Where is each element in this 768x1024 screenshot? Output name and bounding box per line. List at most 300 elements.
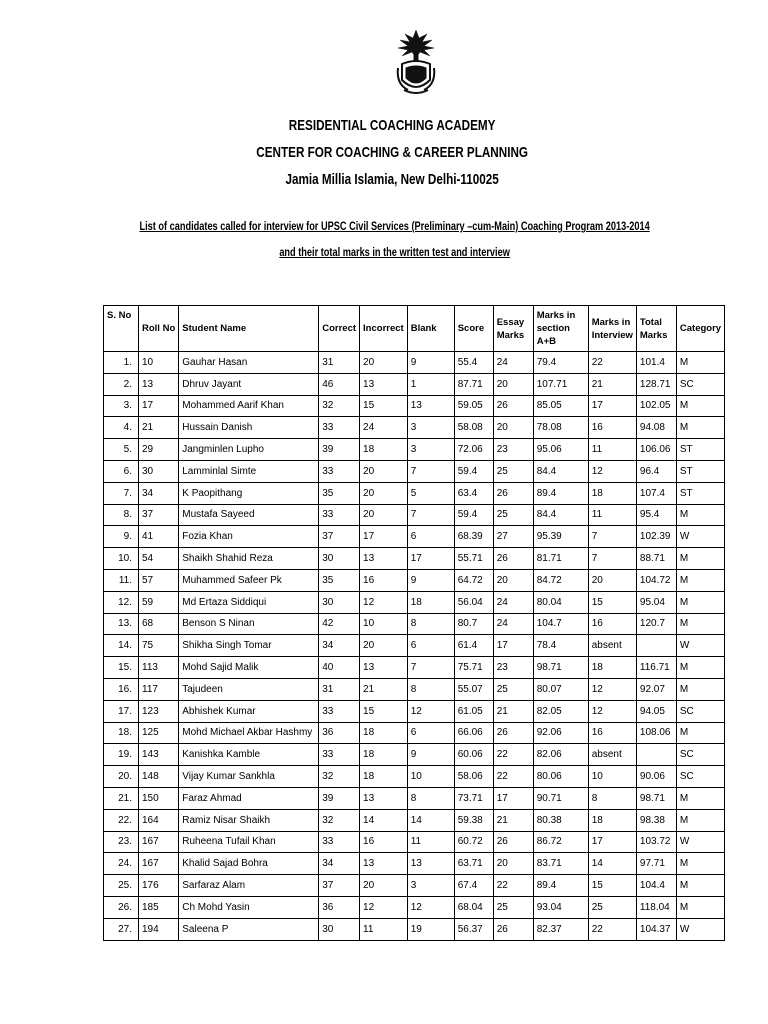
cell-total-marks: 96.4 [636, 460, 676, 482]
cell-category: W [676, 918, 724, 940]
table-row [104, 395, 725, 417]
cell-essay-marks: 22 [493, 744, 533, 766]
cell-interview-marks: 15 [588, 875, 636, 897]
cell-correct: 36 [319, 722, 360, 744]
cell-total-marks: 108.06 [636, 722, 676, 744]
academy-name: RESIDENTIAL COACHING ACADEMY [288, 117, 496, 134]
cell-roll-no: 68 [139, 613, 179, 635]
cell-essay-marks: 26 [493, 918, 533, 940]
cell-sno: 24. [104, 853, 139, 875]
cell-essay-marks: 20 [493, 373, 533, 395]
cell-section-marks: 95.06 [533, 439, 588, 461]
cell-correct: 30 [319, 918, 360, 940]
cell-category: M [676, 613, 724, 635]
cell-sno: 18. [104, 722, 139, 744]
cell-incorrect: 21 [360, 678, 408, 700]
cell-correct: 33 [319, 744, 360, 766]
cell-score: 80.7 [454, 613, 493, 635]
cell-section-marks: 79.4 [533, 352, 588, 374]
cell-category: SC [676, 700, 724, 722]
cell-score: 59.38 [454, 809, 493, 831]
cell-blank: 10 [407, 766, 454, 788]
cell-student-name: Mustafa Sayeed [179, 504, 319, 526]
cell-roll-no: 185 [139, 896, 179, 918]
cell-interview-marks: 17 [588, 831, 636, 853]
cell-roll-no: 57 [139, 569, 179, 591]
cell-sno: 5. [104, 439, 139, 461]
cell-section-marks: 89.4 [533, 875, 588, 897]
cell-total-marks: 97.71 [636, 853, 676, 875]
cell-incorrect: 12 [360, 591, 408, 613]
cell-section-marks: 86.72 [533, 831, 588, 853]
cell-student-name: Ch Mohd Yasin [179, 896, 319, 918]
cell-total-marks: 107.4 [636, 482, 676, 504]
cell-sno: 17. [104, 700, 139, 722]
cell-category: M [676, 722, 724, 744]
cell-incorrect: 18 [360, 744, 408, 766]
table-row [104, 613, 725, 635]
cell-student-name: Saleena P [179, 918, 319, 940]
cell-category: W [676, 831, 724, 853]
cell-category: M [676, 504, 724, 526]
cell-correct: 32 [319, 809, 360, 831]
cell-interview-marks: 18 [588, 809, 636, 831]
cell-interview-marks: 11 [588, 439, 636, 461]
cell-interview-marks: 18 [588, 482, 636, 504]
cell-incorrect: 20 [360, 482, 408, 504]
cell-roll-no: 29 [139, 439, 179, 461]
cell-category: M [676, 853, 724, 875]
cell-interview-marks: 16 [588, 722, 636, 744]
cell-incorrect: 13 [360, 548, 408, 570]
cell-section-marks: 98.71 [533, 657, 588, 679]
cell-score: 56.37 [454, 918, 493, 940]
cell-total-marks: 102.39 [636, 526, 676, 548]
cell-correct: 31 [319, 352, 360, 374]
cell-score: 61.4 [454, 635, 493, 657]
cell-essay-marks: 23 [493, 439, 533, 461]
cell-student-name: Faraz Ahmad [179, 787, 319, 809]
table-row [104, 678, 725, 700]
cell-sno: 21. [104, 787, 139, 809]
cell-incorrect: 24 [360, 417, 408, 439]
column-header-student-name: Student Name [179, 306, 319, 352]
column-header-category: Category [676, 306, 724, 352]
cell-sno: 25. [104, 875, 139, 897]
cell-interview-marks: 12 [588, 700, 636, 722]
cell-correct: 33 [319, 504, 360, 526]
cell-essay-marks: 22 [493, 875, 533, 897]
cell-incorrect: 20 [360, 504, 408, 526]
cell-essay-marks: 21 [493, 809, 533, 831]
cell-student-name: Kanishka Kamble [179, 744, 319, 766]
cell-roll-no: 167 [139, 831, 179, 853]
cell-score: 64.72 [454, 569, 493, 591]
cell-roll-no: 176 [139, 875, 179, 897]
cell-category: M [676, 896, 724, 918]
cell-roll-no: 148 [139, 766, 179, 788]
cell-sno: 13. [104, 613, 139, 635]
cell-correct: 30 [319, 591, 360, 613]
cell-student-name: Fozia Khan [179, 526, 319, 548]
cell-category: M [676, 809, 724, 831]
cell-section-marks: 95.39 [533, 526, 588, 548]
cell-roll-no: 59 [139, 591, 179, 613]
cell-blank: 8 [407, 787, 454, 809]
cell-correct: 46 [319, 373, 360, 395]
cell-total-marks: 90.06 [636, 766, 676, 788]
cell-blank: 6 [407, 635, 454, 657]
table-row [104, 591, 725, 613]
cell-sno: 11. [104, 569, 139, 591]
cell-incorrect: 16 [360, 569, 408, 591]
cell-essay-marks: 20 [493, 569, 533, 591]
cell-category: M [676, 352, 724, 374]
cell-blank: 12 [407, 896, 454, 918]
cell-student-name: Ramiz Nisar Shaikh [179, 809, 319, 831]
cell-incorrect: 14 [360, 809, 408, 831]
cell-category: M [676, 678, 724, 700]
cell-category: M [676, 417, 724, 439]
cell-sno: 1. [104, 352, 139, 374]
table-row [104, 853, 725, 875]
cell-total-marks: 116.71 [636, 657, 676, 679]
cell-student-name: Shikha Singh Tomar [179, 635, 319, 657]
column-header-incorrect: Incorrect [360, 306, 408, 352]
cell-student-name: Mohammed Aarif Khan [179, 395, 319, 417]
cell-blank: 14 [407, 809, 454, 831]
cell-essay-marks: 20 [493, 417, 533, 439]
cell-interview-marks: 10 [588, 766, 636, 788]
cell-total-marks: 94.08 [636, 417, 676, 439]
cell-incorrect: 15 [360, 395, 408, 417]
cell-score: 55.4 [454, 352, 493, 374]
cell-interview-marks: 16 [588, 613, 636, 635]
cell-category: M [676, 875, 724, 897]
cell-sno: 26. [104, 896, 139, 918]
cell-incorrect: 13 [360, 787, 408, 809]
cell-interview-marks: 8 [588, 787, 636, 809]
cell-correct: 30 [319, 548, 360, 570]
cell-roll-no: 123 [139, 700, 179, 722]
cell-interview-marks: 22 [588, 352, 636, 374]
cell-interview-marks: 18 [588, 657, 636, 679]
cell-section-marks: 92.06 [533, 722, 588, 744]
cell-incorrect: 15 [360, 700, 408, 722]
cell-total-marks [636, 635, 676, 657]
cell-section-marks: 90.71 [533, 787, 588, 809]
cell-score: 75.71 [454, 657, 493, 679]
cell-section-marks: 84.72 [533, 569, 588, 591]
cell-roll-no: 13 [139, 373, 179, 395]
cell-section-marks: 85.05 [533, 395, 588, 417]
column-header-section-marks: Marks in section A+B [533, 306, 588, 352]
cell-section-marks: 78.4 [533, 635, 588, 657]
cell-interview-marks: 20 [588, 569, 636, 591]
cell-incorrect: 20 [360, 635, 408, 657]
cell-incorrect: 13 [360, 373, 408, 395]
cell-sno: 8. [104, 504, 139, 526]
cell-roll-no: 150 [139, 787, 179, 809]
cell-correct: 34 [319, 635, 360, 657]
cell-essay-marks: 26 [493, 395, 533, 417]
cell-section-marks: 80.06 [533, 766, 588, 788]
cell-correct: 35 [319, 569, 360, 591]
table-row [104, 896, 725, 918]
table-row [104, 526, 725, 548]
cell-student-name: Hussain Danish [179, 417, 319, 439]
cell-correct: 33 [319, 831, 360, 853]
cell-score: 63.71 [454, 853, 493, 875]
table-row [104, 548, 725, 570]
cell-score: 68.04 [454, 896, 493, 918]
cell-blank: 8 [407, 678, 454, 700]
cell-correct: 33 [319, 460, 360, 482]
cell-roll-no: 37 [139, 504, 179, 526]
cell-blank: 19 [407, 918, 454, 940]
cell-essay-marks: 24 [493, 613, 533, 635]
cell-total-marks [636, 744, 676, 766]
cell-blank: 7 [407, 657, 454, 679]
cell-total-marks: 128.71 [636, 373, 676, 395]
cell-interview-marks: 12 [588, 678, 636, 700]
cell-incorrect: 20 [360, 460, 408, 482]
cell-student-name: Dhruv Jayant [179, 373, 319, 395]
cell-correct: 37 [319, 875, 360, 897]
cell-section-marks: 84.4 [533, 460, 588, 482]
cell-section-marks: 107.71 [533, 373, 588, 395]
cell-sno: 27. [104, 918, 139, 940]
cell-total-marks: 95.04 [636, 591, 676, 613]
cell-interview-marks: 14 [588, 853, 636, 875]
cell-category: SC [676, 766, 724, 788]
cell-essay-marks: 26 [493, 722, 533, 744]
table-row [104, 373, 725, 395]
cell-total-marks: 98.71 [636, 787, 676, 809]
cell-blank: 6 [407, 722, 454, 744]
cell-essay-marks: 26 [493, 548, 533, 570]
cell-incorrect: 18 [360, 439, 408, 461]
cell-correct: 39 [319, 439, 360, 461]
cell-total-marks: 104.37 [636, 918, 676, 940]
column-header-correct: Correct [319, 306, 360, 352]
cell-section-marks: 80.38 [533, 809, 588, 831]
cell-score: 60.72 [454, 831, 493, 853]
results-table [103, 305, 725, 941]
table-row [104, 722, 725, 744]
cell-score: 63.4 [454, 482, 493, 504]
cell-section-marks: 82.37 [533, 918, 588, 940]
cell-total-marks: 120.7 [636, 613, 676, 635]
cell-category: ST [676, 460, 724, 482]
cell-blank: 7 [407, 460, 454, 482]
cell-incorrect: 18 [360, 722, 408, 744]
cell-correct: 36 [319, 896, 360, 918]
cell-score: 59.4 [454, 504, 493, 526]
cell-category: M [676, 787, 724, 809]
cell-sno: 2. [104, 373, 139, 395]
cell-roll-no: 75 [139, 635, 179, 657]
table-row [104, 766, 725, 788]
cell-score: 59.05 [454, 395, 493, 417]
cell-total-marks: 104.4 [636, 875, 676, 897]
cell-student-name: Vijay Kumar Sankhla [179, 766, 319, 788]
center-name: CENTER FOR COACHING & CAREER PLANNING [256, 144, 528, 161]
cell-sno: 4. [104, 417, 139, 439]
cell-category: M [676, 657, 724, 679]
cell-section-marks: 78.08 [533, 417, 588, 439]
cell-total-marks: 103.72 [636, 831, 676, 853]
cell-section-marks: 82.06 [533, 744, 588, 766]
cell-category: M [676, 548, 724, 570]
cell-interview-marks: 21 [588, 373, 636, 395]
table-row [104, 831, 725, 853]
cell-incorrect: 20 [360, 352, 408, 374]
cell-section-marks: 81.71 [533, 548, 588, 570]
cell-essay-marks: 24 [493, 352, 533, 374]
table-row [104, 875, 725, 897]
table-row [104, 569, 725, 591]
cell-category: ST [676, 439, 724, 461]
cell-category: SC [676, 744, 724, 766]
column-header-roll-no: Roll No [139, 306, 179, 352]
cell-total-marks: 118.04 [636, 896, 676, 918]
cell-blank: 6 [407, 526, 454, 548]
cell-essay-marks: 24 [493, 591, 533, 613]
university-emblem [394, 28, 438, 98]
cell-sno: 10. [104, 548, 139, 570]
cell-correct: 42 [319, 613, 360, 635]
cell-roll-no: 194 [139, 918, 179, 940]
cell-total-marks: 106.06 [636, 439, 676, 461]
cell-blank: 8 [407, 613, 454, 635]
cell-score: 55.07 [454, 678, 493, 700]
cell-total-marks: 102.05 [636, 395, 676, 417]
cell-essay-marks: 21 [493, 700, 533, 722]
cell-incorrect: 17 [360, 526, 408, 548]
cell-interview-marks: absent [588, 744, 636, 766]
cell-incorrect: 12 [360, 896, 408, 918]
cell-roll-no: 41 [139, 526, 179, 548]
cell-student-name: Lamminlal Simte [179, 460, 319, 482]
table-row [104, 460, 725, 482]
document-subtitle-line-1: List of candidates called for interview for UPSC Civil Services (Preliminary –cum-Main) Coaching Program 2013-2014 [139, 221, 650, 233]
cell-section-marks: 84.4 [533, 504, 588, 526]
cell-score: 60.06 [454, 744, 493, 766]
cell-roll-no: 117 [139, 678, 179, 700]
cell-total-marks: 94.05 [636, 700, 676, 722]
cell-roll-no: 143 [139, 744, 179, 766]
cell-sno: 20. [104, 766, 139, 788]
cell-student-name: Tajudeen [179, 678, 319, 700]
cell-blank: 18 [407, 591, 454, 613]
cell-correct: 33 [319, 700, 360, 722]
column-header-essay-marks: Essay Marks [493, 306, 533, 352]
cell-category: SC [676, 373, 724, 395]
cell-correct: 34 [319, 853, 360, 875]
cell-student-name: Sarfaraz Alam [179, 875, 319, 897]
cell-sno: 15. [104, 657, 139, 679]
cell-interview-marks: 25 [588, 896, 636, 918]
cell-correct: 31 [319, 678, 360, 700]
cell-interview-marks: 16 [588, 417, 636, 439]
cell-interview-marks: 17 [588, 395, 636, 417]
cell-roll-no: 54 [139, 548, 179, 570]
cell-student-name: Mohd Sajid Malik [179, 657, 319, 679]
cell-student-name: Muhammed Safeer Pk [179, 569, 319, 591]
table-row [104, 482, 725, 504]
cell-essay-marks: 26 [493, 831, 533, 853]
cell-blank: 12 [407, 700, 454, 722]
cell-correct: 37 [319, 526, 360, 548]
cell-total-marks: 104.72 [636, 569, 676, 591]
cell-incorrect: 20 [360, 875, 408, 897]
cell-incorrect: 16 [360, 831, 408, 853]
cell-sno: 9. [104, 526, 139, 548]
cell-roll-no: 164 [139, 809, 179, 831]
cell-essay-marks: 17 [493, 635, 533, 657]
cell-score: 59.4 [454, 460, 493, 482]
cell-student-name: Jangminlen Lupho [179, 439, 319, 461]
cell-roll-no: 167 [139, 853, 179, 875]
table-header-row [104, 306, 725, 352]
cell-correct: 32 [319, 395, 360, 417]
cell-sno: 7. [104, 482, 139, 504]
cell-roll-no: 10 [139, 352, 179, 374]
cell-student-name: Benson S Ninan [179, 613, 319, 635]
cell-section-marks: 80.07 [533, 678, 588, 700]
cell-blank: 17 [407, 548, 454, 570]
cell-section-marks: 93.04 [533, 896, 588, 918]
cell-category: ST [676, 482, 724, 504]
cell-essay-marks: 23 [493, 657, 533, 679]
cell-incorrect: 10 [360, 613, 408, 635]
cell-blank: 7 [407, 504, 454, 526]
cell-essay-marks: 25 [493, 504, 533, 526]
cell-blank: 5 [407, 482, 454, 504]
cell-blank: 9 [407, 569, 454, 591]
cell-interview-marks: 15 [588, 591, 636, 613]
cell-essay-marks: 26 [493, 482, 533, 504]
cell-score: 55.71 [454, 548, 493, 570]
cell-roll-no: 113 [139, 657, 179, 679]
cell-student-name: Gauhar Hasan [179, 352, 319, 374]
cell-blank: 3 [407, 439, 454, 461]
cell-sno: 12. [104, 591, 139, 613]
cell-incorrect: 18 [360, 766, 408, 788]
cell-interview-marks: 11 [588, 504, 636, 526]
cell-roll-no: 17 [139, 395, 179, 417]
column-header-score: Score [454, 306, 493, 352]
cell-score: 58.06 [454, 766, 493, 788]
cell-total-marks: 95.4 [636, 504, 676, 526]
cell-score: 72.06 [454, 439, 493, 461]
cell-score: 58.08 [454, 417, 493, 439]
cell-correct: 39 [319, 787, 360, 809]
table-row [104, 744, 725, 766]
cell-roll-no: 34 [139, 482, 179, 504]
cell-score: 87.71 [454, 373, 493, 395]
table-row [104, 439, 725, 461]
cell-interview-marks: absent [588, 635, 636, 657]
table-row [104, 352, 725, 374]
cell-category: M [676, 591, 724, 613]
cell-score: 73.71 [454, 787, 493, 809]
cell-interview-marks: 12 [588, 460, 636, 482]
cell-sno: 19. [104, 744, 139, 766]
cell-student-name: Md Ertaza Siddiqui [179, 591, 319, 613]
cell-student-name: K Paopithang [179, 482, 319, 504]
